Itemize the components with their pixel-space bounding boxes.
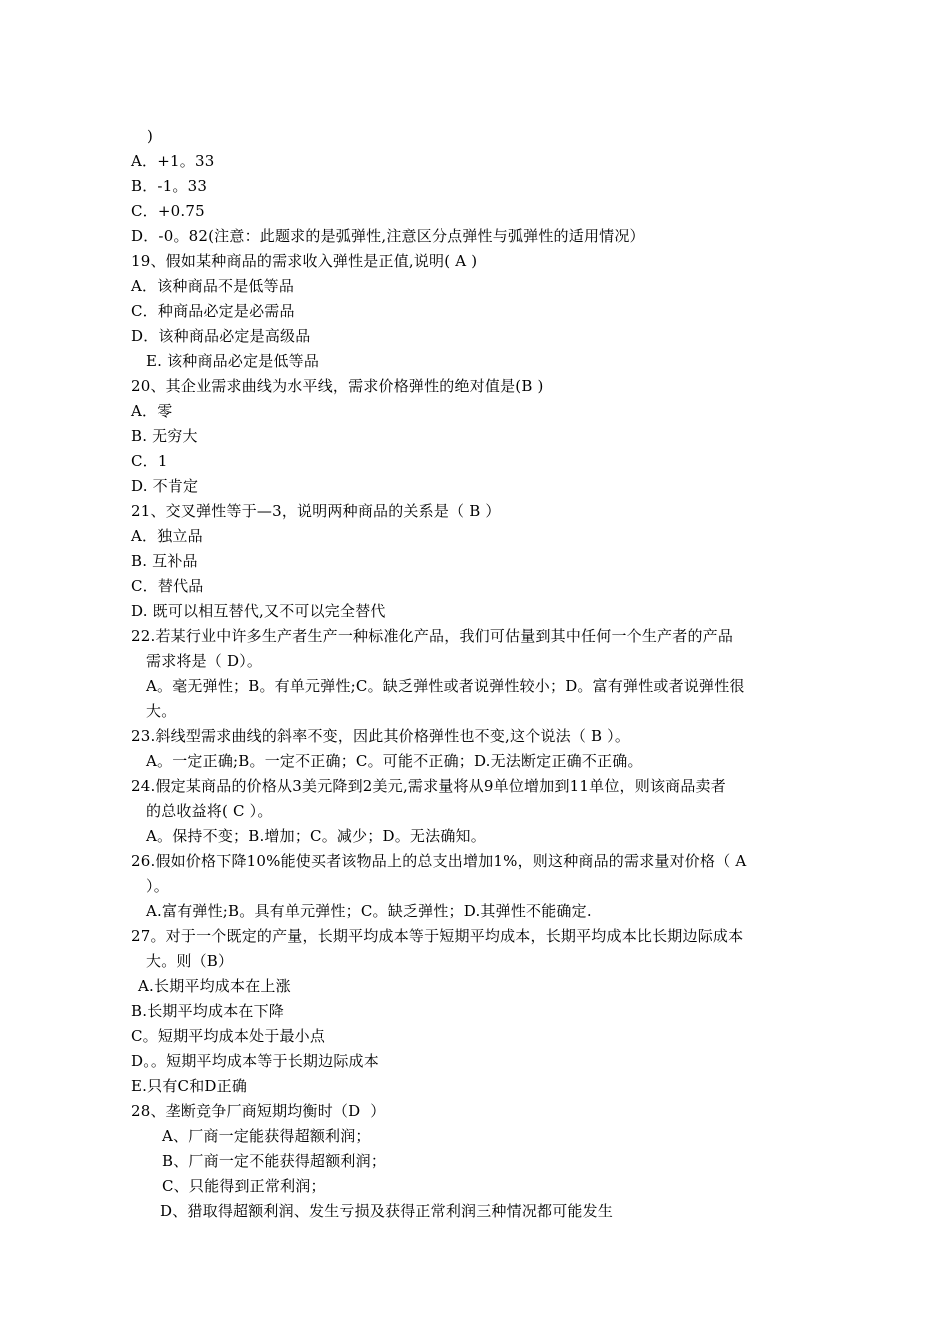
text-line: A.富有弹性;B。具有单元弹性；C。缺乏弹性；D.其弹性不能确定.	[146, 902, 592, 920]
text-line: 23.斜线型需求曲线的斜率不变，因此其价格弹性也不变,这个说法（ B ）。	[131, 727, 631, 745]
text-line: B. 无穷大	[131, 427, 198, 445]
text-line: A。一定正确;B。一定不正确；C。可能不正确；D.无法断定正确不正确。	[146, 752, 643, 770]
text-line: 21、交叉弹性等于—3，说明两种商品的关系是（ B ）	[131, 502, 501, 520]
text-line: 22.若某行业中许多生产者生产一种标准化产品，我们可估量到其中任何一个生产者的产品	[131, 627, 734, 645]
text-line: 的总收益将( C ）。	[146, 802, 273, 820]
text-line: B. 互补品	[131, 552, 198, 570]
text-line: 28、垄断竞争厂商短期均衡时（D ）	[131, 1102, 386, 1120]
text-line: D. 既可以相互替代,又不可以完全替代	[131, 602, 386, 620]
text-line: A、厂商一定能获得超额利润；	[162, 1127, 371, 1145]
text-line: 需求将是（ D）。	[146, 652, 263, 670]
text-line: 大。则（B）	[146, 952, 234, 970]
text-line: 27。对于一个既定的产量，长期平均成本等于短期平均成本，长期平均成本比长期边际成本	[131, 927, 744, 945]
text-line: A．该种商品不是低等品	[131, 277, 295, 295]
text-line: A．零	[131, 402, 173, 420]
text-line: C．替代品	[131, 577, 204, 595]
text-line: 19、假如某种商品的需求收入弹性是正值,说明( A )	[131, 252, 478, 270]
text-line: A。毫无弹性；B。有单元弹性;C。缺乏弹性或者说弹性较小；D。富有弹性或者说弹性很	[146, 677, 745, 695]
text-line: )	[147, 127, 154, 145]
text-line: 24.假定某商品的价格从3美元降到2美元,需求量将从9单位增加到11单位，则该商品卖者	[131, 777, 726, 795]
text-line: D、猎取得超额利润、发生亏损及获得正常利润三种情况都可能发生	[160, 1202, 614, 1220]
text-line: 20、其企业需求曲线为水平线，需求价格弹性的绝对值是(B )	[131, 377, 544, 395]
text-line: A.长期平均成本在上涨	[138, 977, 291, 995]
text-line: C、只能得到正常利润；	[162, 1177, 326, 1195]
text-line: 26.假如价格下降10%能使买者该物品上的总支出增加1%，则这种商品的需求量对价格（ A	[131, 852, 747, 870]
text-line: D．该种商品必定是高级品	[131, 327, 311, 345]
text-line: B．-1。33	[131, 177, 208, 195]
text-line: C。短期平均成本处于最小点	[131, 1027, 326, 1045]
text-line: E. 该种商品必定是低等品	[146, 352, 320, 370]
text-line: D．-0。82(注意：此题求的是弧弹性,注意区分点弹性与弧弹性的适用情况）	[131, 227, 645, 245]
text-line: A．独立品	[131, 527, 203, 545]
text-line: E.只有C和D正确	[131, 1077, 248, 1095]
text-line: D. 不肯定	[131, 477, 199, 495]
text-line: B.长期平均成本在下降	[131, 1002, 284, 1020]
text-line: C．种商品必定是必需品	[131, 302, 295, 320]
text-line: A。保持不变；B.增加；C。减少；D。无法确知。	[146, 827, 486, 845]
text-line: D。。短期平均成本等于长期边际成本	[131, 1052, 379, 1070]
text-line: C．1	[131, 452, 168, 470]
text-line: B、厂商一定不能获得超额利润；	[162, 1152, 387, 1170]
text-line: 大。	[146, 702, 177, 720]
text-line: A．+1。33	[131, 152, 215, 170]
text-line: ）。	[146, 877, 169, 895]
text-line: C．+0.75	[131, 202, 205, 220]
